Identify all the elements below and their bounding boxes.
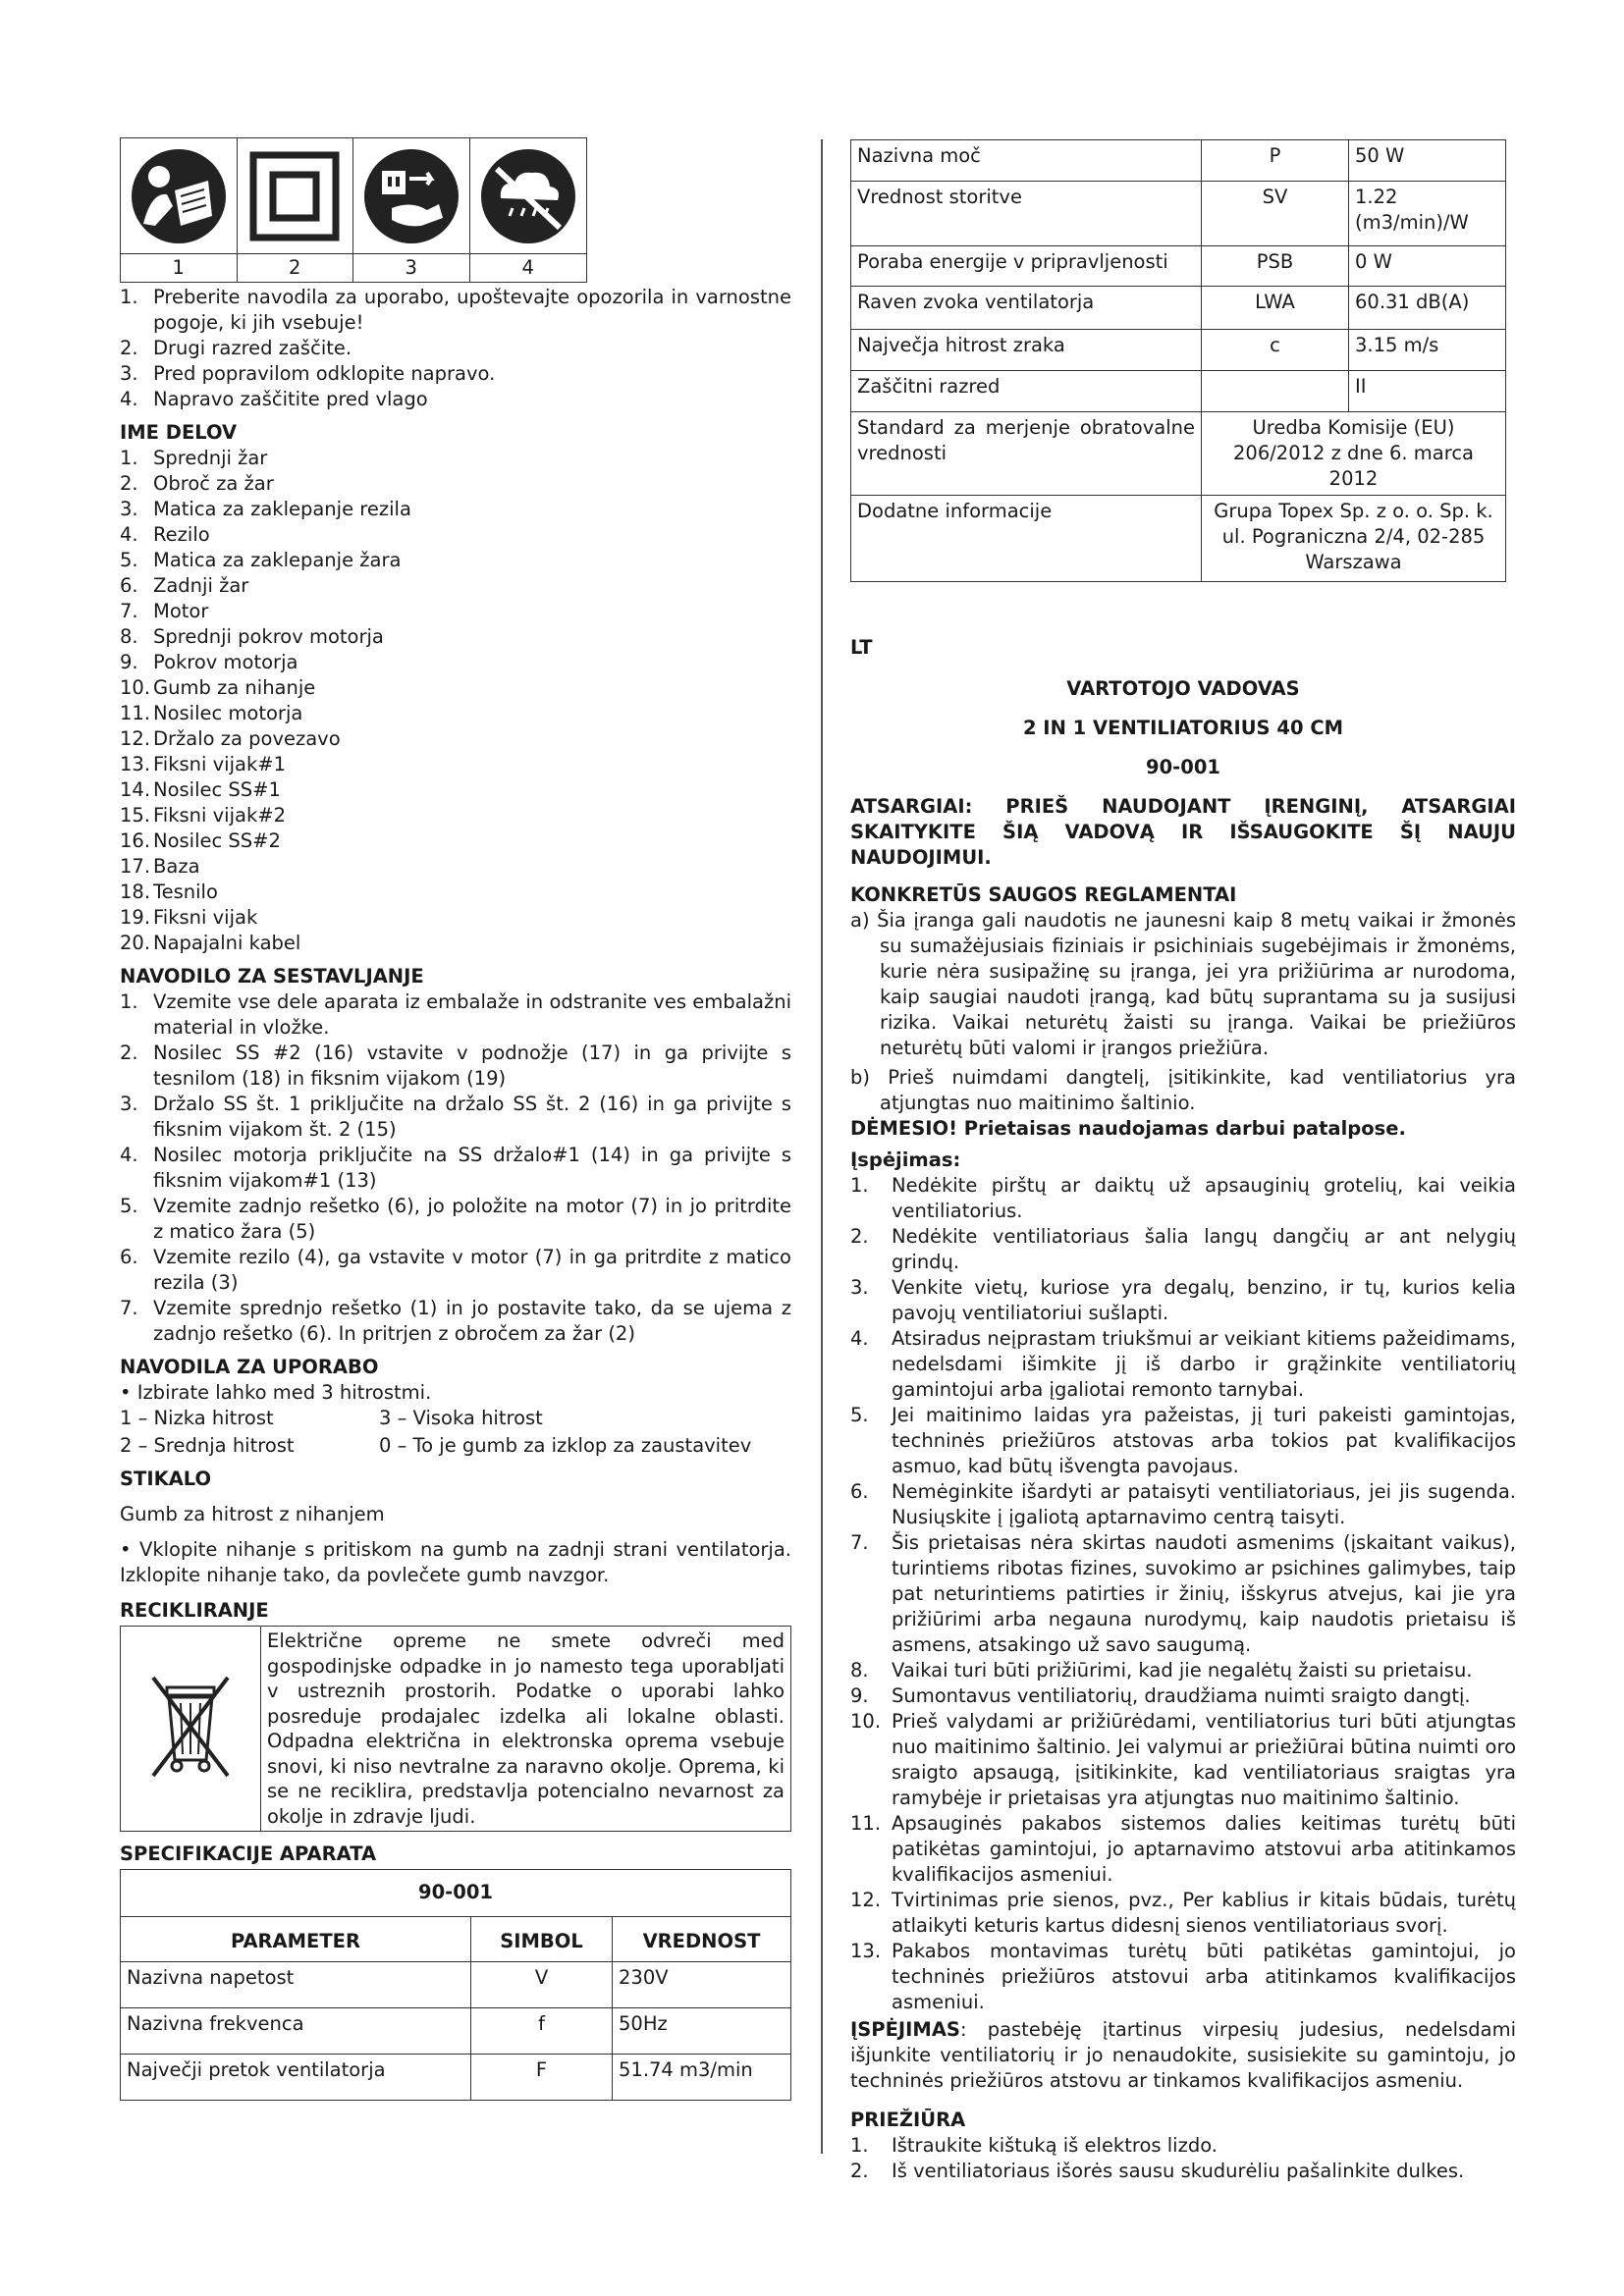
list-item: 6. Zadnji žar	[120, 574, 249, 597]
indoor-notice: DĖMESIO! Prietaisas naudojamas darbui patalpose.	[850, 1117, 1406, 1140]
manual-title: VARTOTOJO VADOVAS	[1066, 677, 1300, 700]
list-item: 17. Baza	[120, 855, 200, 878]
standard-label: Standard za merjenje obratovalne vrednosti	[851, 412, 1202, 496]
usage-heading: NAVODILA ZA UPORABO	[120, 1356, 379, 1378]
list-item: 5. Vzemite zadnjo rešetko (6), jo položite na motor (7) in jo pritrdite z matico žara (5)	[120, 1195, 791, 1243]
warnings-list	[850, 1173, 1516, 2015]
list-item: 7. Vzemite sprednjo rešetko (1) in jo postavite tako, da se ujema z zadnjo rešetko (6). In pritrjen z obročem za žar (2)	[120, 1297, 791, 1345]
spec-header-value: VREDNOST	[613, 1917, 791, 1962]
list-item: 2. Nosilec SS #2 (16) vstavite v podnožje (17) in ga privijte s tesnilom (18) in fiksnim vijakom (19)	[120, 1041, 791, 1090]
model-number: 90-001	[1146, 756, 1220, 778]
icon-cell-4	[470, 138, 587, 282]
safety-heading: KONKRETŪS SAUGOS REGLAMENTAI	[850, 883, 1237, 906]
list-item: 4. Rezilo	[120, 523, 210, 546]
table-row: Poraba energije v pripravljenosti PSB 0 W	[851, 246, 1506, 287]
list-item: 11. Nosilec motorja	[120, 702, 303, 724]
extra-info-label: Dodatne informacije	[851, 496, 1202, 582]
list-item: 1. Vzemite vse dele aparata iz embalaže in odstranite ves embalažni material in vložke.	[120, 990, 791, 1039]
list-item: 19. Fiksni vijak	[120, 906, 258, 929]
parts-list	[120, 446, 791, 956]
standard-value: Uredba Komisije (EU) 206/2012 z dne 6. marca 2012	[1202, 412, 1506, 496]
list-item: 9. Pokrov motorja	[120, 651, 298, 673]
list-item: 11. Apsauginės pakabos sistemos dalies keitimas turėtų būti patikėtas gamintojui, jo aptarnavimo atstovui arba atitinkamos kvalifikacijos asmeniui.	[850, 1812, 1516, 1886]
table-row: Največja hitrost zraka c 3.15 m/s	[851, 330, 1506, 371]
usage-intro: • Izbirate lahko med 3 hitrostmi.	[120, 1381, 432, 1404]
list-item: 13. Fiksni vijak#1	[120, 753, 287, 775]
table-row: Nazivna frekvenca f 50Hz	[121, 2008, 791, 2055]
maintenance-heading: PRIEŽIŪRA	[850, 2109, 966, 2131]
list-item: 15. Fiksni vijak#2	[120, 804, 287, 827]
extra-info-value: Grupa Topex Sp. z o. o. Sp. k. ul. Pograniczna 2/4, 02-285 Warszawa	[1202, 496, 1506, 582]
list-item: 6. Nemėginkite išardyti ar pataisyti ventiliatoriaus, jei jis sugenda. Nusiųskite į įgaliotą aptarnavimo centrą taisyti.	[850, 1480, 1516, 1528]
speed-row-2	[120, 1433, 791, 1459]
spec-heading: SPECIFIKACIJE APARATA	[120, 1842, 377, 1865]
icon-number: 1	[172, 256, 185, 279]
icon-number: 4	[521, 256, 534, 279]
list-item: 1. Sprednji žar	[120, 447, 268, 469]
speed-medium: 2 – Srednja hitrost	[120, 1434, 295, 1457]
list-item: 2. Drugi razred zaščite.	[120, 337, 352, 359]
list-item: 18. Tesnilo	[120, 881, 218, 903]
list-item: 12. Tvirtinimas prie sienos, pvz., Per kablius ir kitais būdais, turėtų atlaikyti keturis kartus didesnį sienos ventiliatoriaus svorį.	[850, 1889, 1516, 1937]
list-item: 6. Vzemite rezilo (4), ga vstavite v motor (7) in ga pritrdite z matico rezila (3)	[120, 1246, 791, 1294]
list-item: 4. Atsiradus neįprastam triukšmui ar veikiant kitiems pažeidimams, nedelsdami išimkite jį iš darbo ir grąžinkite ventiliatorių gamintojui arba įgaliotai remonto tarnybai.	[850, 1327, 1516, 1401]
warnings-heading: Įspėjimas:	[850, 1148, 961, 1171]
table-row	[851, 496, 1506, 582]
list-item: 10. Prieš valydami ar prižiūrėdami, ventiliatorius turi būti atjungtas nuo maitinimo šaltinio. Jei valymui ar priežiūrai būtina nuimti oro sraigto apsaugą, įsitikinkite, kad ventiliatoriaus sraigtas yra ramybėje ir prietaisas yra atjungtas nuo maitinimo šaltinio.	[850, 1710, 1516, 1809]
right-column	[850, 139, 1516, 2184]
list-item: 16. Nosilec SS#2	[120, 829, 281, 852]
table-row: Zaščitni razred II	[851, 371, 1506, 412]
table-row: Nazivna moč P 50 W	[851, 140, 1506, 182]
icon-cell-3	[353, 138, 470, 282]
language-code: LT	[850, 636, 873, 659]
list-item: 1. Nedėkite pirštų ar daiktų už apsauginių grotelių, kai veikia ventiliatorius.	[850, 1174, 1516, 1222]
table-row: Raven zvoka ventilatorja LWA 60.31 dB(A)	[851, 287, 1506, 330]
list-item: 4. Napravo zaščitite pred vlago	[120, 388, 428, 410]
double-insulation-icon	[238, 138, 353, 254]
list-item: 3. Matica za zaklepanje rezila	[120, 498, 411, 520]
list-item: 7. Šis prietaisas nėra skirtas naudoti asmenims (įskaitant vaikus), turintiems ribotas fizines, suvokimo ar psichines galimybes, taip pat neturintiems patirties ir žinių, išskyrus atvejus, kai jie yra prižiūrimi arba negauna nurodymų, kaip naudotis prietaisu iš asmens, atsakingo už savo saugumą.	[850, 1531, 1516, 1656]
crossed-bin-icon	[121, 1627, 261, 1831]
table-row: Vrednost storitve SV 1.22 (m3/min)/W	[851, 182, 1506, 246]
left-column	[120, 137, 791, 2101]
table-row	[851, 412, 1506, 496]
parts-heading: IME DELOV	[120, 421, 238, 444]
read-manual-icon	[121, 138, 237, 254]
column-divider	[821, 139, 823, 2154]
spec-model: 90-001	[121, 1870, 791, 1917]
list-item: 1. Preberite navodila za uporabo, upoštevajte opozorila in varnostne pogoje, ki jih vsebuje!	[120, 286, 791, 334]
spec-table-right	[850, 139, 1506, 582]
icon-number: 3	[405, 256, 417, 279]
unplug-before-repair-icon	[353, 138, 469, 254]
list-item: 5. Jei maitinimo laidas yra pažeistas, jį turi pakeisti gamintojas, techninės priežiūros atstovas arba tokios pat kvalifikacijos asmuo, kad būtų išvengta pavojaus.	[850, 1404, 1516, 1477]
list-item: 13. Pakabos montavimas turėtų būti patikėtas gamintojui, jo techninės priežiūros atstovui arba atitinkamos kvalifikacijos asmeniui.	[850, 1940, 1516, 2013]
safety-symbol-list	[120, 285, 791, 412]
safety-icons-strip	[120, 137, 587, 283]
icon-cell-1	[121, 138, 238, 282]
final-warning: ĮSPĖJIMAS: pastebėję įtartinus virpesių judesius, nedelsdami išjunkite ventiliatorių ir jo nenaudokite, susisiekite su gamintoju, jo techninės priežiūros atstovu ar tinkamos kvalifikacijos asmeniu.	[850, 2018, 1516, 2092]
icon-number: 2	[289, 256, 301, 279]
safety-b: b) Prieš nuimdami dangtelį, įsitikinkite, kad ventiliatorius yra atjungtas nuo maitinimo šaltinio.	[850, 1066, 1516, 1114]
speed-row-1	[120, 1406, 791, 1431]
switch-subtitle: Gumb za hitrost z nihanjem	[120, 1503, 385, 1525]
table-row: Nazivna napetost V 230V	[121, 1962, 791, 2008]
recycling-heading: RECIKLIRANJE	[120, 1599, 269, 1622]
list-item: 8. Vaikai turi būti prižiūrimi, kad jie negalėtų žaisti su prietaisu.	[850, 1659, 1473, 1682]
no-rain-icon	[470, 138, 587, 254]
list-item: 3. Pred popravilom odklopite napravo.	[120, 362, 496, 385]
list-item: 8. Sprednji pokrov motorja	[120, 625, 384, 648]
list-item: 4. Nosilec motorja priključite na SS držalo#1 (14) in ga privijte s fiksnim vijakom#1 (13)	[120, 1144, 791, 1192]
product-title: 2 IN 1 VENTILIATORIUS 40 CM	[1022, 717, 1344, 739]
list-item: 1. Ištraukite kištuką iš elektros lizdo.	[850, 2134, 1218, 2157]
list-item: 14. Nosilec SS#1	[120, 778, 281, 801]
list-item: 2. Iš ventiliatoriaus išorės sausu skudurėliu pašalinkite dulkes.	[850, 2160, 1465, 2182]
list-item: 9. Sumontavus ventiliatorių, draudžiama nuimti sraigto dangtį.	[850, 1684, 1471, 1707]
switch-heading: STIKALO	[120, 1468, 212, 1490]
switch-text: • Vklopite nihanje s pritiskom na gumb na zadnji strani ventilatorja. Izklopite nihanje tako, da povlečete gumb navzgor.	[120, 1538, 791, 1586]
list-item: 7. Motor	[120, 600, 209, 622]
spec-header-parameter: PARAMETER	[121, 1917, 471, 1962]
spec-header-symbol: SIMBOL	[471, 1917, 613, 1962]
safety-a: a) Šia įranga gali naudotis ne jaunesni kaip 8 metų vaikai ir žmonės su sumažėjusiais fiziniais ir psichiniais sugebėjimais ir žmonėms, kurie nėra susipažinę su įranga, jei yra prižiūrima ar nurodoma, kaip saugiai naudoti įrangą, kad būtų suprantama su ja susijusi rizika. Vaikai neturėtų žaisti su įranga. Vaikai be priežiūros neturėtų būti valomi ir įrangos priežiūra.	[850, 909, 1516, 1059]
list-item: 5. Matica za zaklepanje žara	[120, 549, 402, 571]
list-item: 3. Venkite vietų, kuriose yra degalų, benzino, ir tų, kurios kelia pavojų ventiliatoriui sušlapti.	[850, 1276, 1516, 1324]
list-item: 12. Držalo za povezavo	[120, 727, 341, 750]
main-warning: ATSARGIAI: PRIEŠ NAUDOJANT ĮRENGINĮ, ATSARGIAI SKAITYKITE ŠIĄ VADOVĄ IR IŠSAUGOKITE ŠĮ NAUJU NAUDOJIMUI.	[850, 795, 1516, 869]
maintenance-list	[850, 2133, 1516, 2184]
assembly-heading: NAVODILO ZA SESTAVLJANJE	[120, 965, 424, 988]
speed-low: 1 – Nizka hitrost	[120, 1407, 274, 1429]
assembly-list	[120, 989, 791, 1347]
list-item: 2. Obroč za žar	[120, 472, 274, 495]
list-item: 2. Nedėkite ventiliatoriaus šalia langų dangčių ar ant nelygių grindų.	[850, 1225, 1516, 1273]
speed-off: 0 – To je gumb za izklop za zaustavitev	[379, 1434, 752, 1457]
spec-table-left	[120, 1869, 791, 2101]
table-row: Največji pretok ventilatorja F 51.74 m3/min	[121, 2055, 791, 2101]
icon-cell-2	[238, 138, 354, 282]
recycling-text: Električne opreme ne smete odvreči med gospodinjske odpadke in jo namesto tega uporabljati v ustreznih prostorih. Podatke o uporabi lahko posreduje prodajalec izdelka ali lokalne oblasti. Odpadna električna in elektronska oprema vsebuje snovi, ki niso nevtralne za naravno okolje. Oprema, ki se ne reciklira, predstavlja potencialno nevarnost za okolje in zdravje ljudi.	[267, 1629, 785, 1828]
list-item: 10. Gumb za nihanje	[120, 676, 316, 699]
list-item: 3. Držalo SS št. 1 priključite na držalo SS št. 2 (16) in ga privijte s fiksnim vijakom št. 2 (15)	[120, 1093, 791, 1141]
recycling-box	[120, 1626, 791, 1832]
speed-high: 3 – Visoka hitrost	[379, 1407, 543, 1429]
list-item: 20. Napajalni kabel	[120, 932, 301, 954]
